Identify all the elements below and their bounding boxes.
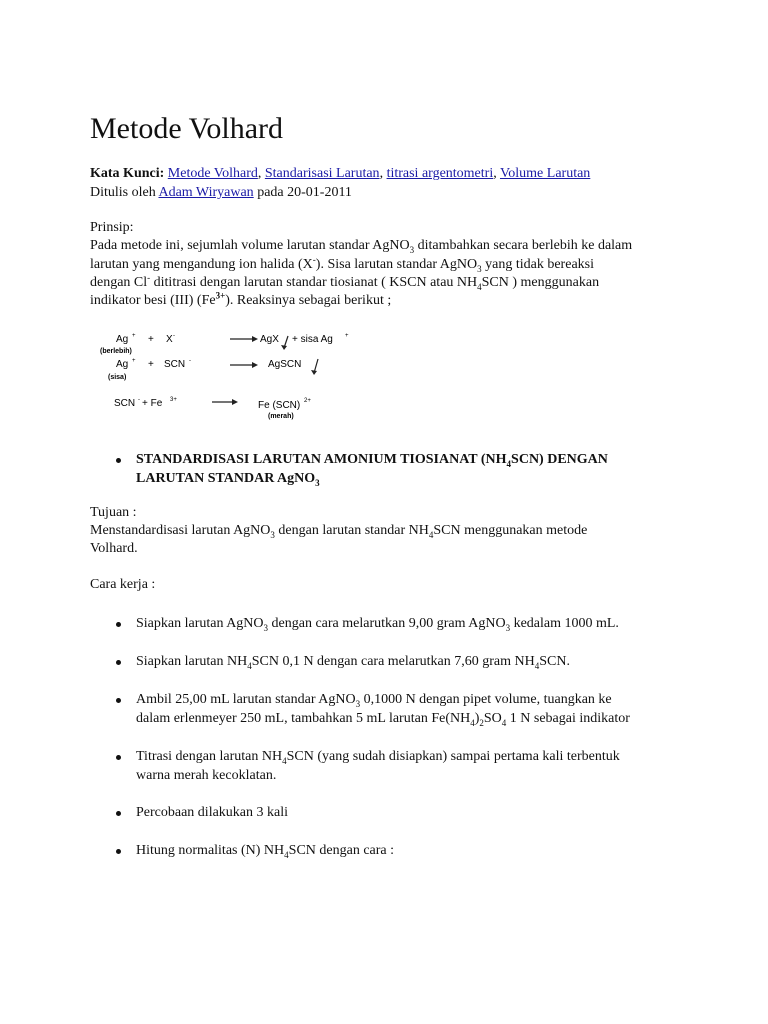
prinsip-label: Prinsip: — [90, 220, 134, 235]
reaction-1-note: (berlebih) — [100, 348, 132, 355]
step-3-line-1: Ambil 25,00 mL larutan standar AgNO$_3$ 0,1000 N dengan pipet volume, tuangkan ke — [136, 692, 612, 709]
reaction-2-product: AgSCN — [268, 359, 302, 370]
bullet-icon — [116, 811, 121, 816]
reaction-2-note: (sisa) — [108, 374, 127, 381]
post-date: pada 20-01-2011 — [257, 185, 352, 200]
reaction-1-reactant: Ag — [116, 334, 129, 345]
section-heading-line-2: LARUTAN STANDAR AgNO$_3$ — [136, 471, 320, 488]
reaction-scheme-image — [92, 326, 352, 422]
prinsip-line-3: dengan Cl- dititrasi dengan larutan standar tiosianat ( KSCN atau $NH_4SCN$ ) menggunakan — [90, 272, 600, 292]
svg-text:+ Fe: + Fe — [142, 398, 163, 409]
reaction-2-reactant: Ag — [116, 359, 129, 370]
keyword-link-standarisasi-larutan[interactable]: Standarisasi Larutan — [264, 166, 380, 181]
prinsip-line-2: larutan yang mengandung ion halida (X-). Sisa larutan standar AgNO$_3$ yang tidak bereaksi — [90, 254, 594, 274]
step-4-line-2: warna merah kecoklatan. — [136, 768, 277, 783]
tujuan-label: Tujuan : — [90, 505, 137, 520]
step-2-text: Siapkan larutan $NH_4SCN$ 0,1 N dengan cara melarutkan 7,60 gram $NH_4SCN$. — [136, 654, 570, 671]
bullet-icon — [116, 660, 121, 665]
reaction-3-product: Fe (SCN) — [258, 400, 301, 411]
cara-kerja-label: Cara kerja : — [90, 577, 156, 592]
keyword-link-titrasi-argentometri[interactable]: titrasi argentometri — [386, 166, 494, 181]
step-5-text: Percobaan dilakukan 3 kali — [136, 805, 289, 820]
svg-text:+: + — [345, 333, 349, 339]
step-6-text: Hitung normalitas (N) $NH_4SCN$ dengan cara : — [136, 843, 395, 860]
written-by-label: Ditulis oleh — [90, 185, 156, 200]
step-1-text: Siapkan larutan AgNO$_3$ dengan cara melarutkan 9,00 gram AgNO$_3$ kedalam 1000 mL. — [136, 616, 619, 633]
step-3-line-2: dalam erlenmeyer 250 mL, tambahkan 5 mL larutan $Fe(NH_4)_2SO_4$ 1 N sebagai indikator — [136, 711, 630, 728]
svg-text:-: - — [189, 358, 191, 364]
bullet-icon — [116, 458, 121, 463]
bullet-icon — [116, 622, 121, 627]
step-4-line-1: Titrasi dengan larutan $NH_4SCN$ (yang sudah disiapkan) sampai pertama kali terbentuk — [136, 749, 620, 766]
prinsip-line-1: Pada metode ini, sejumlah volume larutan standar AgNO$_3$ ditambahkan secara berlebih ke dalam — [90, 238, 633, 255]
svg-text:+: + — [148, 334, 154, 345]
reaction-1-halide: X — [166, 334, 173, 345]
keyword-link-metode-volhard[interactable]: Metode Volhard — [167, 166, 258, 181]
svg-text:-: - — [138, 397, 140, 403]
section-heading-line-1: STANDARDISASI LARUTAN AMONIUM TIOSIANAT $(NH_4SCN)$ DENGAN — [136, 452, 608, 469]
keyword-link-volume-larutan[interactable]: Volume Larutan — [499, 166, 591, 181]
svg-text:+: + — [132, 358, 136, 364]
reaction-2-scn: SCN — [164, 359, 186, 370]
svg-text:+: + — [148, 359, 154, 370]
keywords-label: Kata Kunci: — [90, 166, 165, 181]
tujuan-line-2: Volhard. — [90, 541, 138, 556]
svg-text:2+: 2+ — [304, 398, 311, 404]
svg-text:-: - — [173, 333, 175, 339]
svg-text:3+: 3+ — [170, 397, 177, 403]
svg-text:+ sisa Ag: + sisa Ag — [292, 334, 333, 345]
tujuan-line-1: Menstandardisasi larutan AgNO$_3$ dengan larutan standar $NH_4SCN$ menggunakan metode — [90, 523, 588, 540]
prinsip-line-4: indikator besi (III) $(Fe^{3+})$. Reaksinya sebagai berikut ; — [90, 290, 392, 308]
reaction-3-reactant: SCN — [114, 398, 136, 409]
author-line — [90, 184, 352, 202]
reaction-3-note: (merah) — [268, 413, 294, 420]
reaction-1-product: AgX — [260, 334, 279, 345]
page-title: Metode Volhard — [90, 112, 284, 145]
svg-text:+: + — [132, 333, 136, 339]
bullet-icon — [116, 755, 121, 760]
bullet-icon — [116, 698, 121, 703]
keywords-line: Kata Kunci: Metode Volhard, Standarisasi Larutan, titrasi argentometri, Volume Larutan — [90, 166, 591, 181]
author-link[interactable]: Adam Wiryawan — [158, 185, 254, 200]
bullet-icon — [116, 849, 121, 854]
